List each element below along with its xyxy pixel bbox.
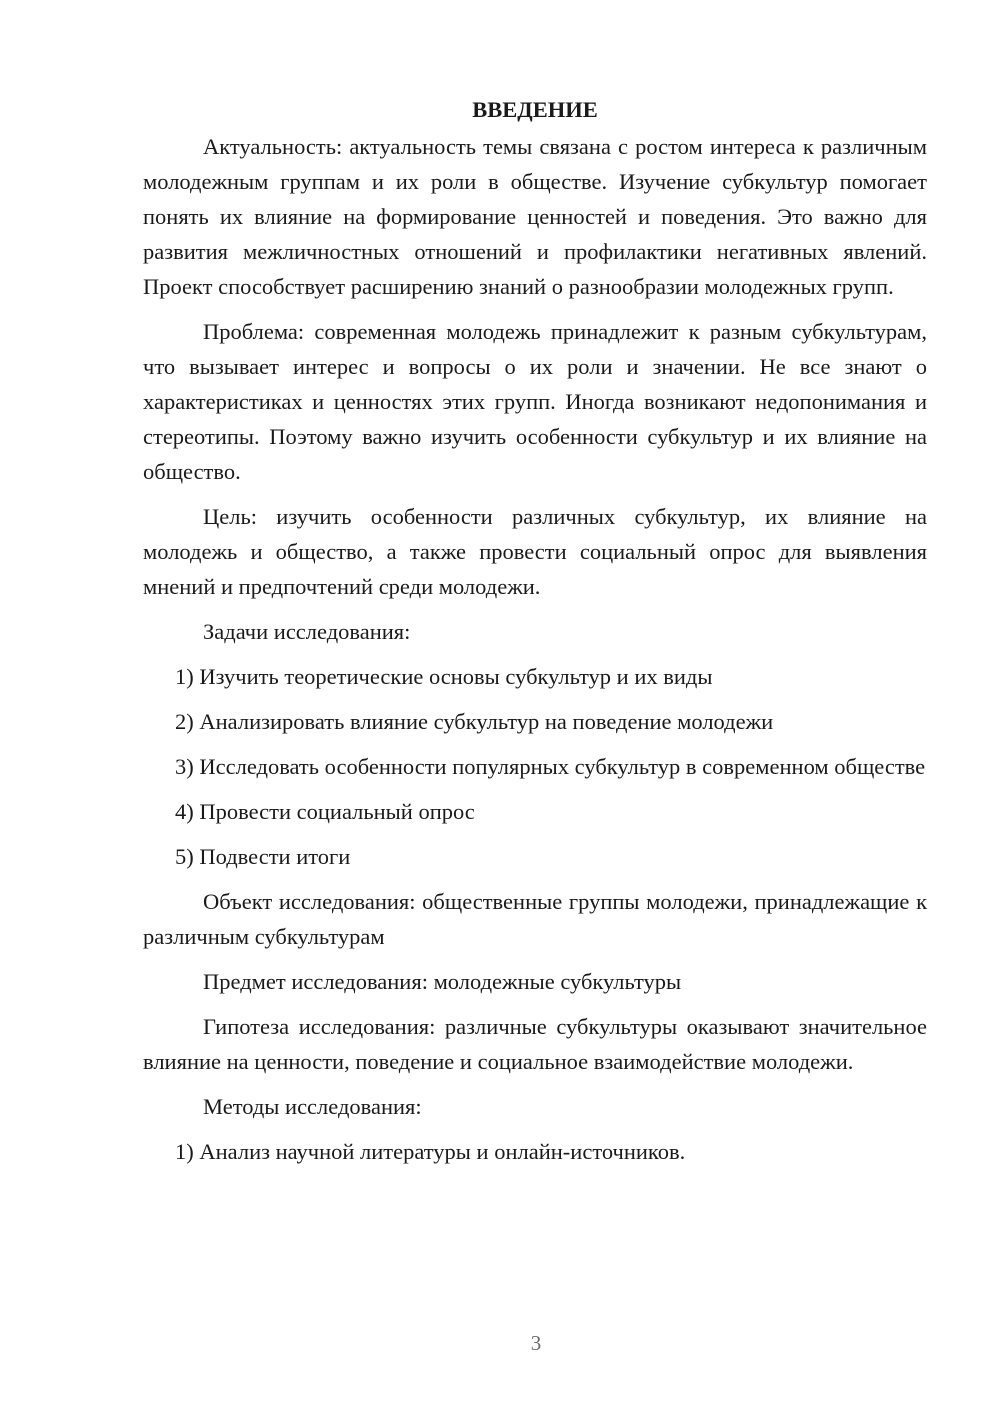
goal-paragraph: Цель: изучить особенности различных субкультур, их влияние на молодежь и общество, а также провести социальный опрос для выявления мнений и предпочтений среди молодежи. [143, 504, 927, 599]
tasks-heading: Задачи исследования: [203, 619, 411, 644]
object-paragraph: Объект исследования: общественные группы молодежи, принадлежащие к различным субкультурам [143, 889, 927, 949]
hypothesis-paragraph: Гипотеза исследования: различные субкультуры оказывают значительное влияние на ценности, поведение и социальное взаимодействие молодежи. [143, 1014, 927, 1074]
list-item: 1) Изучить теоретические основы субкультур и их виды [175, 664, 713, 689]
problem-paragraph: Проблема: современная молодежь принадлежит к разным субкультурам, что вызывает интерес и вопросы о их роли и значении. Не все знают о характеристиках и ценностях этих групп. Иногда возникают недопонимания и стереотипы. Поэтому важно изучить особенности субкультур и их влияние на общество. [143, 319, 927, 484]
page-number: 3 [530, 1331, 542, 1355]
methods-heading: Методы исследования: [203, 1094, 422, 1119]
page-content [143, 92, 927, 1169]
list-item: 4) Провести социальный опрос [175, 799, 475, 824]
list-item: 2) Анализировать влияние субкультур на поведение молодежи [175, 709, 774, 734]
subject-paragraph: Предмет исследования: молодежные субкультуры [203, 969, 682, 994]
list-item: 3) Исследовать особенности популярных субкультур в современном обществе [175, 754, 926, 779]
list-item: 1) Анализ научной литературы и онлайн-источников. [175, 1139, 686, 1164]
page-title: ВВЕДЕНИЕ [472, 97, 598, 122]
relevance-paragraph: Актуальность: актуальность темы связана с ростом интереса к различным молодежным группам и их роли в обществе. Изучение субкультур помогает понять их влияние на формирование ценностей и поведения. Это важно для развития межличностных отношений и профилактики негативных явлений. Проект способствует расширению знаний о разнообразии молодежных групп. [143, 134, 927, 299]
list-item: 5) Подвести итоги [175, 844, 351, 869]
